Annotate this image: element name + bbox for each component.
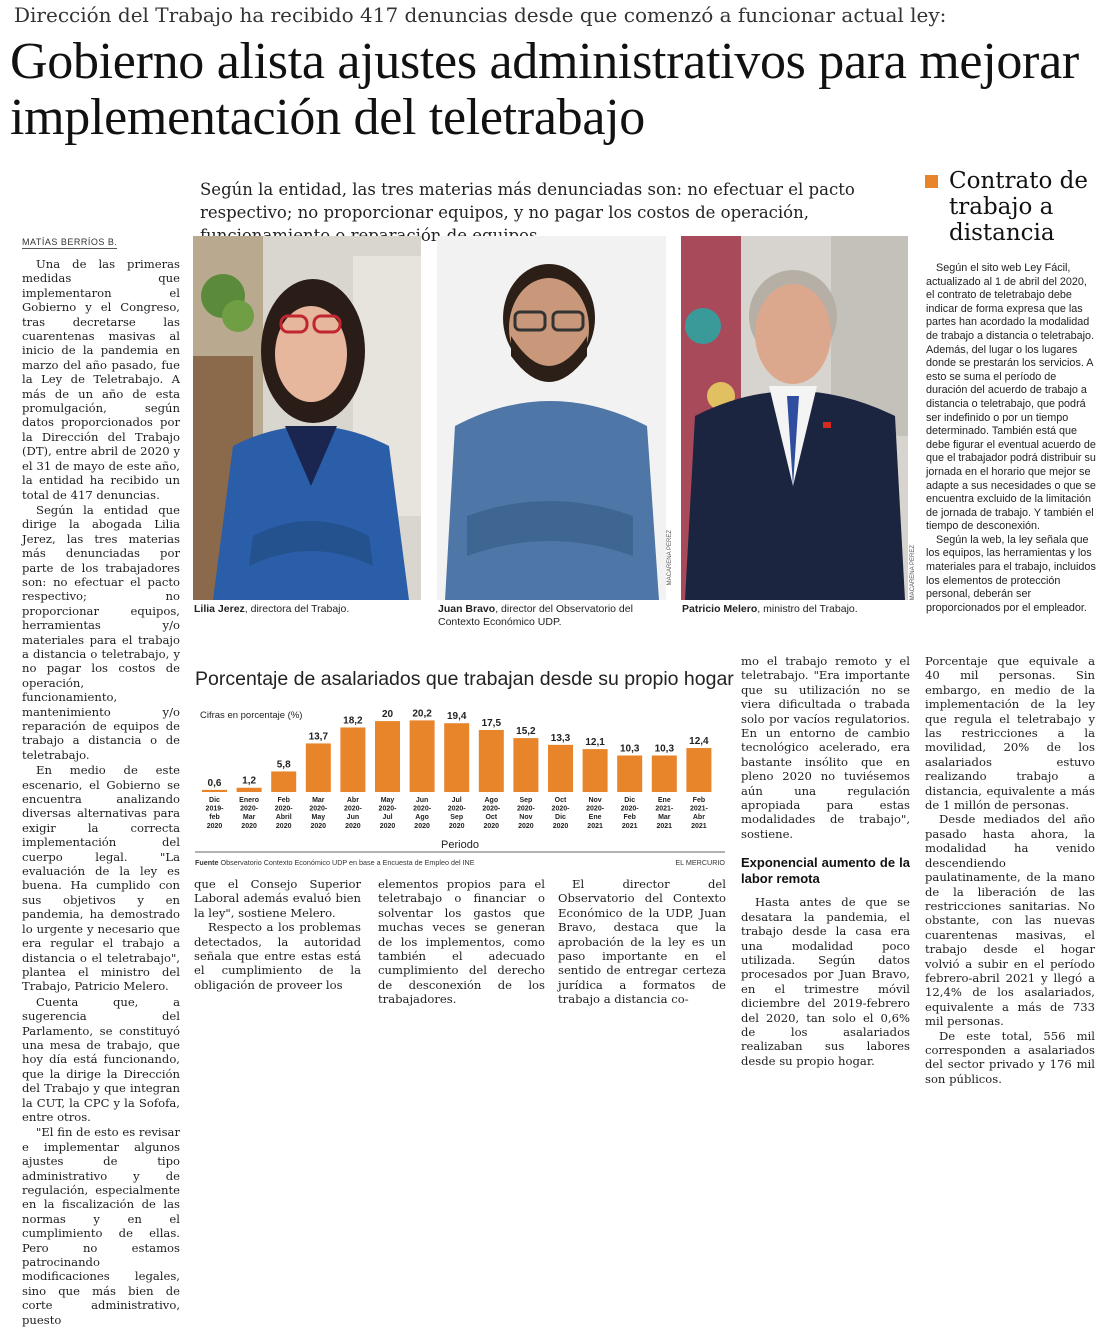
- chart-bar: [583, 749, 608, 792]
- bar-value-label: 5,8: [276, 759, 291, 771]
- x-tick-label: Ago: [415, 814, 429, 822]
- x-tick-label: 2020-: [378, 805, 397, 813]
- photo-credit: MACARENA PÉREZ: [910, 545, 916, 601]
- x-tick-label: May: [311, 814, 326, 822]
- x-tick-label: 2021-: [655, 805, 674, 813]
- article-column-2: [194, 877, 361, 992]
- x-tick-label: Dic: [555, 814, 566, 822]
- x-tick-label: Feb: [277, 797, 290, 804]
- x-tick-label: Jul: [451, 797, 462, 804]
- sidebar-title: [925, 168, 1095, 246]
- paragraph: Una de las primeras medidas que implementaron el Gobierno y el Congreso, tras decretarse las cuarentenas masivas al inicio de la pandemia en marzo del año pasado, fue la Ley de Teletrabajo. A más de un año de esta promulgación, según datos proporcionados por la Dirección del Trabajo (DT), entre abril de 2020 y el 31 de mayo de este año, la entidad ha recibido un total de 417 denuncias.: [22, 257, 180, 502]
- source-label: Fuente: [195, 858, 219, 867]
- x-tick-label: Ene: [657, 797, 671, 804]
- paragraph: Desde mediados del año pasado hasta ahora, la modalidad ha venido descendiendo paulatinamente, de la mano de la liberación de las restricciones sanitarias. No obstante, con las nuevas cuarentenas masivas, el trabajo desde el hogar volvió a subir en el período febrero-abril 2021 y llegó a 12,4% de los asalariados, equivalente a más de 733 mil personas.: [925, 812, 1095, 1029]
- paragraph: Respecto a los problemas detectados, la autoridad señala que entre estas está el cumplimiento de la obligación de proveer los: [194, 920, 361, 992]
- x-tick-label: Feb: [692, 797, 706, 804]
- bar-value-label: 18,2: [343, 715, 363, 727]
- photo-patricio-melero: [681, 236, 908, 600]
- lead-paragraph: Según la entidad, las tres materias más denunciadas son: no efectuar el pacto respectivo; no proporcionar equipos, y no pagar los costos de operación,: [200, 180, 855, 222]
- chart-title: Porcentaje de asalariados que trabajan desde su propio hogar: [195, 668, 734, 690]
- chart-bar: [306, 743, 331, 792]
- x-tick-label: 2020: [379, 822, 396, 830]
- chart-bar: [652, 755, 677, 792]
- x-tick-label: 2020-: [620, 805, 639, 813]
- chart-bar: [237, 788, 262, 792]
- x-tick-label: Nov: [588, 797, 602, 804]
- chart-bar: [617, 755, 642, 792]
- x-tick-label: 2021: [656, 822, 673, 830]
- photo-caption-juan-bravo: [438, 603, 668, 629]
- chart-bar: [271, 771, 296, 792]
- caption-name: Patricio Melero: [682, 603, 758, 615]
- bar-value-label: 1,2: [242, 775, 257, 787]
- paragraph: elementos propios para el teletrabajo o financiar o solventar los gastos que muchas veces se generan de los implementos, como también el adecuado cumplimiento del derecho de desconexión de los trabajadores.: [378, 877, 545, 1007]
- byline: MATÍAS BERRÍOS B.: [22, 237, 118, 247]
- photo-caption-lilia-jerez: [194, 603, 422, 616]
- photo-lilia-jerez: [193, 236, 421, 600]
- x-tick-label: 2020-: [516, 805, 535, 813]
- article-column-3: [378, 877, 545, 1007]
- bar-value-label: 15,2: [516, 726, 536, 738]
- bar-value-label: 10,3: [619, 743, 640, 755]
- x-tick-label: Jun: [346, 814, 360, 822]
- x-tick-label: 2021-: [689, 805, 708, 813]
- bar-value-label: 20: [381, 709, 394, 721]
- x-tick-label: Jul: [382, 814, 393, 822]
- x-tick-label: 2021: [587, 822, 603, 830]
- chart-bar: [202, 790, 227, 792]
- x-tick-label: Sep: [519, 797, 533, 804]
- chart-bar: [513, 738, 538, 792]
- x-tick-label: Mar: [312, 797, 325, 804]
- kicker: Dirección del Trabajo ha recibido 417 denuncias desde que comenzó a funcionar actual ley:: [14, 3, 947, 27]
- x-tick-label: 2020: [206, 822, 223, 830]
- x-tick-label: 2020-: [343, 805, 362, 813]
- x-tick-label: Dic: [209, 797, 220, 804]
- paragraph: De este total, 556 mil corresponden a asalariados del sector privado y 176 mil son públicos.: [925, 1028, 1095, 1086]
- paragraph: Según el sito web Ley Fácil, actualizado al 1 de abril del 2020, el contrato de teletrabajo debe indicar de forma expresa que las partes han acordado la modalidad de trabajo a distancia o teletrabajo. Además, del lugar o los lugares donde se prestarán los servicios. A esto se suma el período de duración del acuerdo de trabajo a distancia o teletrabajo, que podrá ser indefinido o por un tiempo determinado. También está que debe figurar el eventual acuerdo de que el trabajador podrá distribuir su jornada en el horario que mejor se adapte a sus necesidades o que se encuentra excluido de la limitación de jornada de trabajo. Y también el tiempo de desconexión.: [926, 262, 1096, 533]
- x-axis-label: Periodo: [441, 839, 479, 851]
- chart-bar: [340, 727, 365, 792]
- bar-value-label: 13,7: [308, 731, 329, 743]
- article-column-5: [741, 654, 910, 1068]
- bar-chart: [195, 700, 725, 855]
- caption-role: , directora del Trabajo.: [244, 603, 350, 615]
- chart-subtitle: Cifras en porcentaje (%): [200, 710, 303, 721]
- bar-value-label: 20,2: [412, 708, 432, 720]
- x-tick-label: 2021: [691, 822, 707, 830]
- x-tick-label: 2020-: [309, 805, 328, 813]
- paragraph: Según la web, la ley señala que los equipos, las herramientas y los materiales para el trabajo, incluidos los elementos de protección personal, deberán ser proporcionados por el empleador.: [926, 533, 1096, 614]
- x-tick-label: 2020-: [586, 805, 605, 813]
- photo-juan-bravo: [437, 236, 666, 600]
- x-tick-label: Ene: [588, 814, 602, 822]
- portrait-illustration: [681, 236, 908, 600]
- chart-bar: [444, 723, 469, 792]
- x-tick-label: 2020: [275, 822, 292, 830]
- headline: Gobierno alista ajustes administrativos para mejorar implementación del teletrabajo: [10, 33, 1079, 146]
- bar-value-label: 10,3: [654, 743, 675, 755]
- article-column-1: [22, 257, 180, 1327]
- paragraph: El director del Observatorio del Contexto Económico de la UDP, Juan Bravo, destaca que la aprobación de la ley es un paso importante en el sentido de entregar certeza jurídica a formatos de trabajo a distancia co-: [558, 877, 726, 1007]
- x-tick-label: 2020-: [551, 805, 570, 813]
- paragraph: mo el trabajo remoto y el teletrabajo. "Era importante que su utilización no se viera dificultada o trabada solo por vacíos regulatorios. En un entorno de cambio tecnológico acelerado, era bastante insólito que en pleno 2020 no tuviésemos aún una regulación apropiada para estas modalidades de trabajo", sostiene.: [741, 654, 910, 841]
- x-tick-label: Abr: [692, 814, 705, 822]
- bar-value-label: 0,6: [207, 777, 222, 789]
- x-tick-label: Mar: [658, 814, 671, 822]
- caption-role: , ministro del Trabajo.: [757, 603, 858, 615]
- x-tick-label: 2020: [310, 822, 327, 830]
- x-tick-label: 2020: [241, 822, 257, 830]
- caption-role: , director del Observatorio del Contexto Económico UDP.: [438, 603, 633, 628]
- chart-bar: [375, 721, 400, 792]
- paragraph: que el Consejo Superior Laboral además evaluó bien la ley", sostiene Melero.: [194, 877, 361, 920]
- x-tick-label: 2020-: [413, 805, 432, 813]
- paragraph: Porcentaje que equivale a 40 mil personas. Sin embargo, en medio de la implementación de la ley que regula el teletrabajo y las restricciones a la movilidad, 20% de los asalariados estuvo realizando trabajo a distancia, equivalente a más de 1 millón de personas.: [925, 654, 1095, 813]
- x-tick-label: 2020-: [274, 805, 293, 813]
- photo-credit: MACARENA PÉREZ: [667, 530, 673, 586]
- x-tick-label: 2021: [621, 822, 638, 830]
- x-tick-label: 2020: [483, 822, 500, 830]
- subheading: Exponencial aumento de la labor remota: [741, 855, 910, 887]
- sidebar-title-text: Contrato de trabajo a distancia: [949, 168, 1088, 246]
- x-tick-label: May: [380, 797, 395, 804]
- x-tick-label: feb: [209, 814, 220, 822]
- x-tick-label: 2020-: [482, 805, 501, 813]
- x-tick-label: 2020: [414, 822, 430, 830]
- caption-name: Juan Bravo: [438, 603, 496, 615]
- x-tick-label: Abr: [346, 797, 359, 804]
- x-tick-label: Nov: [519, 814, 533, 822]
- x-tick-label: Sep: [450, 814, 464, 822]
- chart-bar: [479, 730, 504, 792]
- brand: EL MERCURIO: [675, 858, 725, 867]
- x-tick-label: Abril: [275, 814, 292, 822]
- x-tick-label: 2020: [448, 822, 465, 830]
- paragraph: Cuenta que, a sugerencia del Parlamento, se constituyó una mesa de trabajo, que hoy día está funcionando, que la dirige la Dirección del Trabajo y que integran la CUT, la CPC y la Sofofa, entre otros.: [22, 994, 180, 1124]
- bar-value-label: 19,4: [446, 711, 467, 723]
- x-tick-label: Feb: [623, 814, 636, 822]
- portrait-illustration: [437, 236, 666, 600]
- bar-value-label: 17,5: [481, 717, 502, 729]
- paragraph: En medio de este escenario, el Gobierno se encuentra analizando diversas alternativas para exigir la correcta implementación del cuerpo legal. "La evaluación de la ley es buena. Ha cumplido con sus objetivos y en pandemia, ha demostrado lo urgente y necesario que era regular el trabajo a distancia o el teletrabajo", plantea el ministro del Trabajo, Patricio Melero.: [22, 763, 180, 994]
- source-text: Observatorio Contexto Económico UDP en base a Encuesta de Empleo del INE: [218, 858, 475, 867]
- x-tick-label: Dic: [624, 797, 636, 804]
- photo-caption-patricio-melero: [682, 603, 910, 616]
- x-tick-label: 2020: [552, 822, 569, 830]
- bar-value-label: 13,3: [550, 732, 571, 744]
- x-tick-label: 2020: [345, 822, 361, 830]
- x-tick-label: 2019-: [205, 805, 224, 813]
- chart-bar: [548, 745, 573, 792]
- bar-value-label: 12,4: [689, 736, 709, 748]
- paragraph: "El fin de esto es revisar e implementar algunos ajustes de tipo administrativo y de regulación, especialmente en la fiscalización de las normas y en el cumplimiento de ellas. Pero no estamos patrocinando modificaciones legales, sino que más bien de corte administrativo, puesto: [22, 1125, 180, 1327]
- sidebar-body: [926, 262, 1096, 615]
- x-tick-label: 2020-: [447, 805, 466, 813]
- x-tick-label: 2020: [518, 822, 534, 830]
- paragraph: Hasta antes de que se desatara la pandemia, el trabajo desde la casa era una modalidad poco utilizada. Según datos procesados por Juan Bravo, en el trimestre móvil diciembre del 2019-febrero del 2020, tan solo el 0,6% de los asalariados realizaban sus labores desde su propio hogar.: [741, 895, 910, 1068]
- x-tick-label: Jun: [415, 797, 429, 804]
- x-tick-label: Mar: [242, 814, 256, 822]
- x-tick-label: Ago: [484, 797, 499, 804]
- x-tick-label: Oct: [485, 814, 498, 822]
- bar-value-label: 12,1: [585, 737, 605, 749]
- orange-square-icon: [925, 175, 938, 188]
- caption-name: Lilia Jerez: [194, 603, 245, 615]
- chart-bar: [686, 748, 711, 792]
- x-tick-label: Enero: [239, 797, 260, 804]
- chart-bar: [410, 720, 435, 792]
- portrait-illustration: [193, 236, 421, 600]
- x-tick-label: 2020-: [240, 805, 259, 813]
- paragraph: Según la entidad que dirige la abogada Lilia Jerez, las tres materias más denunciadas por parte de los trabajadores son: no efectuar el pacto respectivo; no proporcionar equipos, herramientas y/o materiales para el trabajo a distancia o teletrabajo, y no pagar los costos de operación, funcionamiento, mantenimiento y/o reparación de equipos de trabajo a distancia o de teletrabajo.: [22, 502, 180, 762]
- article-column-4: [558, 877, 726, 1007]
- x-tick-label: Oct: [554, 797, 567, 804]
- article-column-6: [925, 654, 1095, 1086]
- chart-source: [195, 858, 725, 867]
